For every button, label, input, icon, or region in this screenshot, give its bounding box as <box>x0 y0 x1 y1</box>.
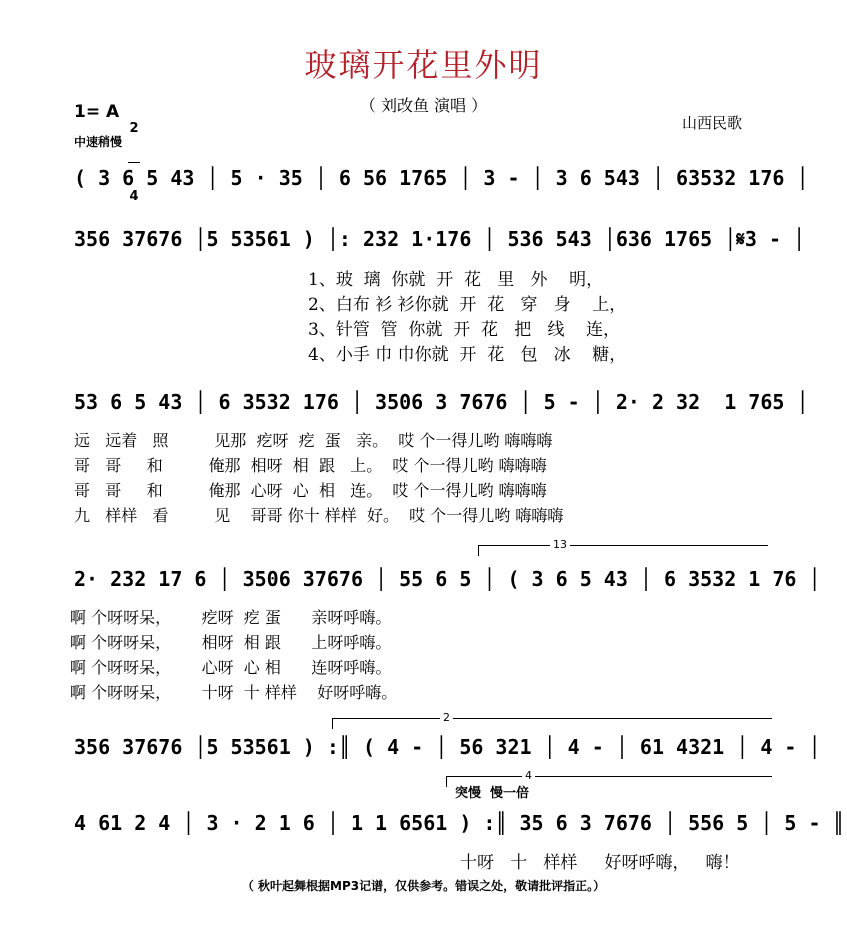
lyric-line: 远 远着 照 见那 疙呀 疙 蛋 亲。 哎 个一得儿哟 嗨嗨嗨 <box>74 431 553 450</box>
lyric-line: 啊 个呀呀呆， 疙呀 疙 蛋 亲呀呼嗨。 <box>70 608 392 627</box>
lyric-line: 2、白布 衫 衫你就 开 花 穿 身 上， <box>308 295 627 315</box>
time-top: 2 <box>129 121 139 136</box>
lyric-line: 九 样样 看 见 哥哥 你十 样样 好。 哎 个一得儿哟 嗨嗨嗨 <box>74 506 564 525</box>
score-line-5: 356 37676 │5 53561 ) :║ ( 4 - │ 56 321 │ 4 - │ 61 4321 │ 4 - │ <box>74 735 821 759</box>
lyric-line: 啊 个呀呀呆， 心呀 心 相 连呀呼嗨。 <box>70 658 392 677</box>
time-bottom: 4 <box>129 189 139 204</box>
lyric-line: 哥 哥 和 俺那 心呀 心 相 连。 哎 个一得儿哟 嗨嗨嗨 <box>74 481 547 500</box>
score-line-1: ( 3 6 5 43 │ 5 · 35 │ 6 56 1765 │ 3 - │ 3 6 543 │ 63532 176 │ <box>74 166 809 190</box>
score-line-4: 2· 232 17 6 │ 3506 37676 │ 55 6 5 │ ( 3 6 5 43 │ 6 3532 1 76 │ <box>74 567 821 591</box>
lyric-line: 十呀 十 样样 好呀呼嗨， 嗨！ <box>460 853 740 873</box>
lyric-line: 哥 哥 和 俺那 相呀 相 跟 上。 哎 个一得儿哟 嗨嗨嗨 <box>74 456 547 475</box>
lyric-line: 啊 个呀呀呆， 十呀 十 样样 好呀呼嗨。 <box>70 683 398 702</box>
key-signature: 1= A <box>74 102 120 122</box>
lyric-line: 3、针管 管 你就 开 花 把 线 连， <box>308 320 621 340</box>
score-line-3: 53 6 5 43 │ 6 3532 176 │ 3506 3 7676 │ 5 - │ 2· 2 32 1 765 │ <box>74 390 809 414</box>
bracket-label: 4 <box>522 769 535 782</box>
tempo-marking: 中速稍慢 <box>74 135 123 149</box>
song-origin: 山西民歌 <box>682 114 743 132</box>
singer-credit: （ 刘改鱼 演唱 ） <box>359 96 488 115</box>
tempo-change-marking: 突慢 慢一倍 <box>455 786 530 801</box>
time-signature <box>128 96 140 216</box>
lyric-line: 1、玻 璃 你就 开 花 里 外 明， <box>308 270 604 290</box>
repeat-bracket <box>446 769 772 782</box>
song-title: 玻璃开花里外明 <box>304 46 543 84</box>
repeat-bracket <box>478 538 768 551</box>
score-line-2: 356 37676 │5 53561 ) │: 232 1·176 │ 536 543 │636 1765 │𝄋3 - │ <box>74 227 806 251</box>
lyric-line: 4、小手 巾 巾你就 开 花 包 冰 糖， <box>308 345 627 365</box>
repeat-bracket <box>332 711 772 724</box>
footer-note: （ 秋叶起舞根据MP3记谱，仅供参考。错误之处，敬请批评指正。） <box>241 879 606 893</box>
lyric-line: 啊 个呀呀呆， 相呀 相 跟 上呀呼嗨。 <box>70 633 392 652</box>
bracket-label: 13 <box>550 538 570 551</box>
bracket-label: 2 <box>440 711 453 724</box>
score-line-6: 4 61 2 4 │ 3 · 2 1 6 │ 1 1 6561 ) :║ 35 6 3 7676 │ 556 5 │ 5 - ║ <box>74 811 845 835</box>
